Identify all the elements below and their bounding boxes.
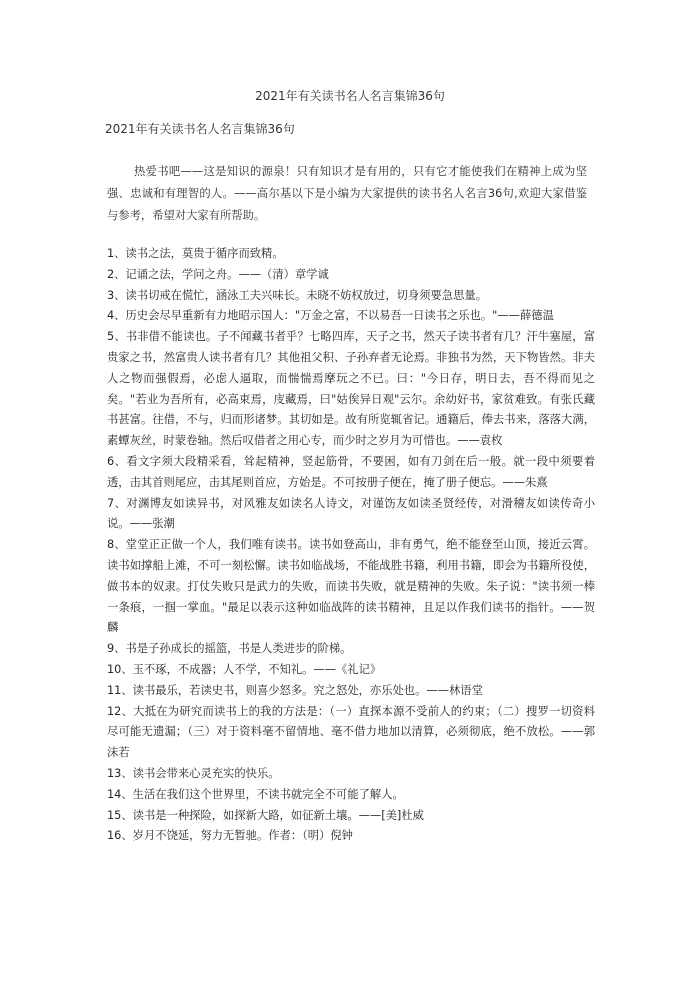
document-subtitle: 2021年有关读书名人名言集锦36句 [105, 122, 295, 136]
quote-item: 16、岁月不饶延，努力无暂驰。作者：（明）倪钟 [107, 829, 353, 843]
quote-item: 12、大抵在为研究而读书上的我的方法是：（一）直探本源不受前人的约束；（二）搜罗一切资料尽可能无遗漏；（三）对于资料毫不留情地、毫不借力地加以清算，必须彻底，绝不放松。——郭沫若 [107, 704, 595, 760]
page-title: 2021年有关读书名人名言集锦36句 [255, 89, 445, 103]
intro-paragraph: 热爱书吧——这是知识的源泉！只有知识才是有用的，只有它才能使我们在精神上成为坚强、忠诚和有理智的人。——高尔基以下是小编为大家提供的读书名人名言36句,欢迎大家借鉴与参考，希望对大家有所帮助。 [107, 165, 587, 222]
quote-item: 5、书非借不能读也。子不闻藏书者乎？七略四库，天子之书，然天子读书者有几？汗牛塞屋，富贵家之书，然富贵人读书者有几？其他祖父积、子孙弃者无论焉。非独书为然，天下物皆然。非夫人之物而强假焉，必虑人逼取，而惴惴焉摩玩之不已。曰："今日存，明日去，吾不得而见之矣。"若业为吾所有，必高束焉，庋藏焉，曰"姑俟异日观"云尔。余幼好书，家贫难致。有张氏藏书甚富。往借，不与，归而形诸梦。其切如是。故有所览辄省记。通籍后，俸去书来，落落大满，素蟫灰丝，时蒙卷轴。然后叹借者之用心专，而少时之岁月为可惜也。——袁枚 [107, 330, 595, 448]
quote-item: 4、历史会尽早重新有力地昭示国人："万金之富，不以易吾一日读书之乐也。"——薛德温 [107, 309, 554, 323]
quote-item: 1、读书之法，莫贵于循序而致精。 [107, 247, 284, 260]
quote-item: 8、堂堂正正做一个人，我们唯有读书。读书如登高山，非有勇气，绝不能登至山顶，接近云霄。读书如撑船上滩，不可一刻松懈。读书如临战场，不能战胜书籍，利用书籍，即会为书籍所役使，做书本的奴隶。打仗失败只是武力的失败，而读书失败，就是精神的失败。朱子说："读书须一棒一条痕，一掴一掌血。"最足以表示这种如临战阵的读书精神，且足以作我们读书的指针。——贺麟 [107, 538, 595, 635]
quote-item: 9、书是子孙成长的摇篮，书是人类进步的阶梯。 [107, 642, 352, 656]
quote-item: 13、读书会带来心灵充实的快乐。 [107, 766, 280, 780]
quote-item: 14、生活在我们这个世界里，不读书就完全不可能了解人。 [107, 787, 404, 801]
quote-item: 15、读书是一种探险，如探新大路，如征新土壤。——[美]杜威 [107, 808, 424, 822]
quote-list [107, 244, 595, 847]
quote-item: 11、读书最乐，若读史书，则喜少怒多。究之怒处，亦乐处也。——林语堂 [107, 683, 483, 697]
quote-item: 6、看文字须大段精采看，耸起精神，竖起筋骨，不要困，如有刀剑在后一般。就一段中须要着透，击其首则尾应，击其尾则首应，方始是。不可按册子便在，掩了册子便忘。——朱熹 [107, 454, 595, 489]
quote-item: 7、对渊博友如读异书，对风雅友如读名人诗文，对谨饬友如读圣贤经传，对滑稽友如读传奇小说。——张潮 [107, 496, 595, 531]
quote-item: 10、玉不琢，不成器；人不学，不知礼。——《礼记》 [107, 662, 382, 676]
quote-item: 3、读书切戒在慌忙，涵泳工夫兴味长。未晓不妨权放过，切身须要急思量。 [107, 288, 487, 302]
quote-item: 2、记诵之法，学问之舟。——（清）章学诚 [107, 267, 329, 281]
